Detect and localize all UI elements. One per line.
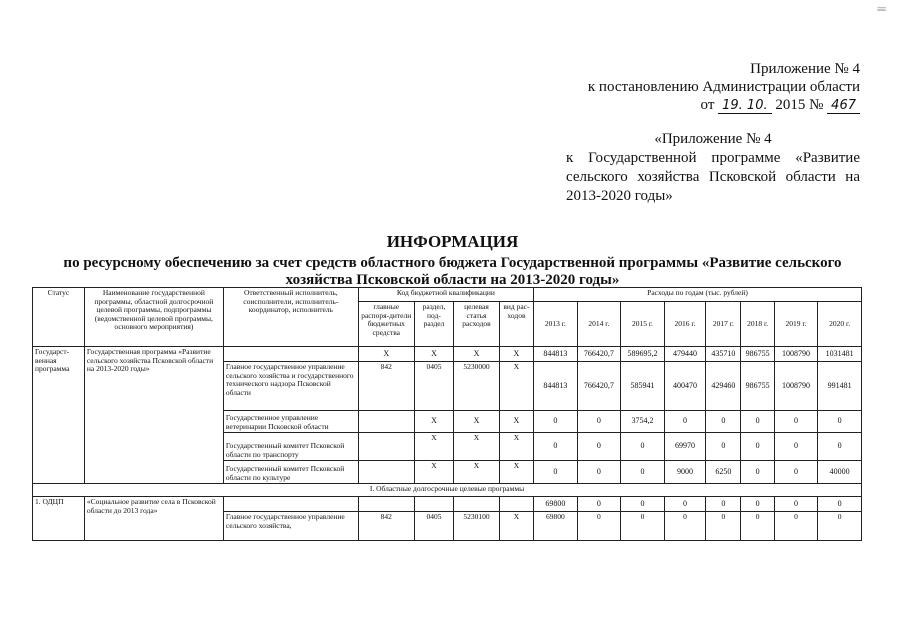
odcp-name: «Социальное развитие села в Псковской области до 2013 года» — [84, 497, 223, 541]
code-cell — [454, 497, 500, 512]
code-cell: 5230000 — [454, 362, 500, 411]
value-cell: 69970 — [664, 433, 705, 461]
table-row — [33, 347, 862, 362]
appendix-date-line — [560, 96, 860, 115]
program-appendix-line3: сельского хозяйства Псковской области на — [566, 169, 860, 185]
value-cell: 0 — [534, 461, 578, 484]
code-cell: X — [454, 433, 500, 461]
executor — [223, 347, 358, 362]
value-cell: 0 — [577, 512, 621, 541]
code-cell: X — [454, 461, 500, 484]
value-cell: 40000 — [818, 461, 862, 484]
value-cell: 0 — [621, 433, 665, 461]
value-cell: 0 — [621, 497, 665, 512]
value-cell: 0 — [818, 512, 862, 541]
executor: Государственный комитет Псковской области по культуре — [223, 461, 358, 484]
code-cell: 0405 — [414, 512, 453, 541]
value-cell: 0 — [774, 411, 818, 433]
value-cell: 0 — [534, 433, 578, 461]
code-cell: 0405 — [414, 362, 453, 411]
value-cell: 0 — [577, 497, 621, 512]
resource-table — [32, 287, 862, 541]
value-cell: 0 — [774, 497, 818, 512]
code-cell: X — [414, 433, 453, 461]
col-year: 2015 г. — [621, 302, 665, 347]
code-cell: 5230100 — [454, 512, 500, 541]
odcp-status: 1. ОДЦП — [33, 497, 85, 541]
document-subtitle: по ресурсному обеспечению за счет средств областного бюджета Государственной программы «Развитие сельского хозяйства Псковской области на 2013-2020 годы» — [63, 255, 842, 288]
value-cell: 3754,2 — [621, 411, 665, 433]
program-appendix-line2: к Государственной программе «Развитие — [566, 150, 860, 166]
value-cell: 0 — [621, 512, 665, 541]
value-cell: 0 — [818, 497, 862, 512]
value-cell: 0 — [706, 497, 741, 512]
value-cell: 69800 — [534, 512, 578, 541]
value-cell: 9000 — [664, 461, 705, 484]
value-cell: 0 — [706, 433, 741, 461]
code-cell — [358, 497, 414, 512]
value-cell: 0 — [818, 411, 862, 433]
value-cell: 429460 — [706, 362, 741, 411]
year-text: 2015 № — [775, 97, 824, 113]
code-cell — [358, 433, 414, 461]
col-year: 2014 г. — [577, 302, 621, 347]
col-year: 2013 г. — [534, 302, 578, 347]
value-cell: 435710 — [706, 347, 741, 362]
col-name: Наименование государственной программы, областной долгосрочной целевой программы, подпрограммы (ведомственной целевой программы, основного мероприятия) — [84, 288, 223, 347]
value-cell: 0 — [664, 411, 705, 433]
value-cell: 0 — [774, 512, 818, 541]
table-row — [33, 497, 862, 512]
section-title: I. Областные долгосрочные целевые программы — [33, 484, 862, 497]
value-cell: 0 — [664, 497, 705, 512]
executor: Главное государственное управление сельского хозяйства и государственного технического надзора Псковской области — [223, 362, 358, 411]
code-cell: X — [414, 461, 453, 484]
code-cell: X — [499, 433, 533, 461]
value-cell: 0 — [818, 433, 862, 461]
appendix-header — [560, 60, 860, 115]
handwritten-number: 467 — [827, 98, 860, 114]
value-cell: 0 — [534, 411, 578, 433]
gp-name: Государственная программа «Развитие сельского хозяйства Псковской области на 2013-2020 годы» — [84, 347, 223, 484]
value-cell: 766420,7 — [577, 362, 621, 411]
code-cell: X — [499, 362, 533, 411]
document-title: ИНФОРМАЦИЯ — [386, 232, 519, 251]
value-cell: 1031481 — [818, 347, 862, 362]
handwritten-date: 19. 10. — [718, 98, 771, 114]
value-cell: 400470 — [664, 362, 705, 411]
value-cell: 0 — [741, 461, 774, 484]
code-cell — [414, 497, 453, 512]
value-cell: 0 — [577, 433, 621, 461]
appendix-number: Приложение № 4 — [750, 61, 860, 77]
col-code-section: раздел, под-раздел — [414, 302, 453, 347]
date-prefix: от — [700, 97, 715, 113]
executor: Главное государственное управление сельского хозяйства, — [223, 512, 358, 541]
code-cell: 842 — [358, 362, 414, 411]
code-cell: 842 — [358, 512, 414, 541]
gp-status: Государст-венная программа — [33, 347, 85, 484]
col-status: Статус — [33, 288, 85, 347]
value-cell: 0 — [706, 512, 741, 541]
value-cell: 0 — [741, 433, 774, 461]
code-cell: X — [414, 411, 453, 433]
col-year: 2019 г. — [774, 302, 818, 347]
col-code-article: целевая статья расходов — [454, 302, 500, 347]
code-cell: X — [499, 411, 533, 433]
value-cell: 844813 — [534, 362, 578, 411]
table-header-row — [33, 288, 862, 302]
value-cell: 479440 — [664, 347, 705, 362]
col-budget-code: Код бюджетной квалификации — [358, 288, 533, 302]
col-year: 2020 г. — [818, 302, 862, 347]
value-cell: 69800 — [534, 497, 578, 512]
value-cell: 991481 — [818, 362, 862, 411]
col-expenses: Расходы по годам (тыс. рублей) — [534, 288, 862, 302]
appendix-resolution: к постановлению Администрации области — [587, 79, 860, 95]
col-code-type: вид рас-ходов — [499, 302, 533, 347]
page-corner-mark: ≡≡ — [877, 4, 886, 14]
code-cell: X — [414, 347, 453, 362]
value-cell: 766420,7 — [577, 347, 621, 362]
executor: Государственное управление ветеринарии Псковской области — [223, 411, 358, 433]
value-cell: 0 — [741, 512, 774, 541]
code-cell: X — [358, 347, 414, 362]
col-year: 2016 г. — [664, 302, 705, 347]
col-executor: Ответственный исполнитель, соисполнители, исполнитель-координатор, исполнитель — [223, 288, 358, 347]
code-cell: X — [499, 347, 533, 362]
code-cell — [358, 411, 414, 433]
value-cell: 0 — [774, 433, 818, 461]
value-cell: 0 — [774, 461, 818, 484]
value-cell: 0 — [621, 461, 665, 484]
value-cell: 0 — [741, 411, 774, 433]
executor: Государственный комитет Псковской области по транспорту — [223, 433, 358, 461]
col-year: 2017 г. — [706, 302, 741, 347]
col-code-grbs: главные распоря-дители бюджетных средства — [358, 302, 414, 347]
code-cell — [499, 497, 533, 512]
code-cell: X — [454, 347, 500, 362]
value-cell: 0 — [577, 411, 621, 433]
value-cell: 0 — [741, 497, 774, 512]
code-cell: X — [454, 411, 500, 433]
code-cell: X — [499, 461, 533, 484]
value-cell: 986755 — [741, 347, 774, 362]
value-cell: 0 — [577, 461, 621, 484]
value-cell: 6250 — [706, 461, 741, 484]
value-cell: 0 — [664, 512, 705, 541]
value-cell: 589695,2 — [621, 347, 665, 362]
code-cell — [358, 461, 414, 484]
col-year: 2018 г. — [741, 302, 774, 347]
program-appendix-line1: «Приложение № 4 — [654, 131, 772, 147]
section-row — [33, 484, 862, 497]
value-cell: 1008790 — [774, 362, 818, 411]
executor — [223, 497, 358, 512]
program-appendix-header — [566, 130, 860, 206]
value-cell: 1008790 — [774, 347, 818, 362]
code-cell: X — [499, 512, 533, 541]
value-cell: 986755 — [741, 362, 774, 411]
value-cell: 844813 — [534, 347, 578, 362]
value-cell: 0 — [706, 411, 741, 433]
program-appendix-line4: 2013-2020 годы» — [566, 188, 673, 204]
value-cell: 585941 — [621, 362, 665, 411]
